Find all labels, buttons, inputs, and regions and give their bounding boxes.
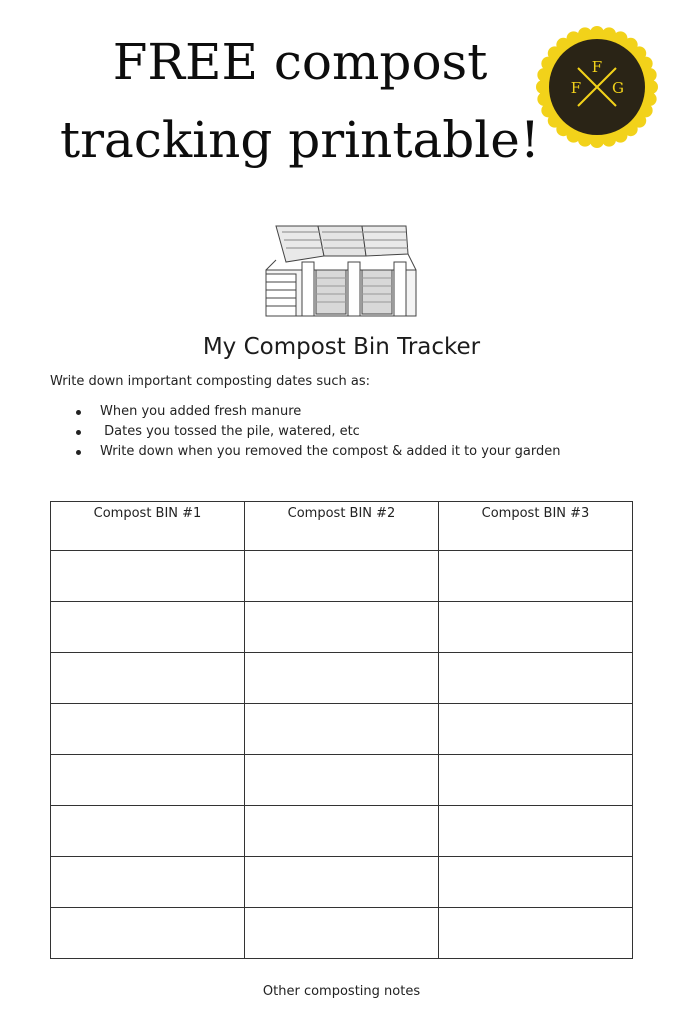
table-cell <box>51 755 245 806</box>
seal-letter-top: F <box>591 58 603 76</box>
table-cell <box>439 602 633 653</box>
table-cell <box>245 908 439 959</box>
ffg-seal-icon <box>536 26 658 148</box>
bullet-icon <box>76 410 81 415</box>
table-cell <box>245 755 439 806</box>
list-item <box>52 442 560 462</box>
table-cell <box>51 551 245 602</box>
table-row <box>51 602 633 653</box>
table-row <box>51 653 633 704</box>
tracker-title: My Compost Bin Tracker <box>202 334 481 360</box>
compost-bin-illustration <box>262 222 422 322</box>
table-row <box>51 806 633 857</box>
table-row <box>51 908 633 959</box>
table-cell <box>439 704 633 755</box>
bullet-icon <box>76 450 81 455</box>
table-cell <box>245 551 439 602</box>
compost-tracker-table <box>50 501 633 959</box>
table-cell <box>51 806 245 857</box>
tips-list <box>52 402 560 462</box>
list-item-text: Write down when you removed the compost & added it to your garden <box>100 444 561 459</box>
table-cell <box>439 857 633 908</box>
column-header-bin-2: Compost BIN #2 <box>245 502 439 551</box>
headline-line-2: tracking printable! <box>60 111 540 169</box>
table-cell <box>439 653 633 704</box>
table-cell <box>245 653 439 704</box>
table-cell <box>439 806 633 857</box>
list-item-text: When you added fresh manure <box>100 404 302 419</box>
headline-line-1: FREE compost <box>112 33 488 91</box>
bullet-icon <box>76 430 81 435</box>
intro-text: Write down important composting dates such as: <box>50 374 370 389</box>
column-header-bin-3: Compost BIN #3 <box>439 502 633 551</box>
list-item-text: Dates you tossed the pile, watered, etc <box>100 424 360 439</box>
seal-letter-left: F <box>570 79 582 97</box>
table-cell <box>51 653 245 704</box>
list-item <box>52 402 560 422</box>
seal-letter-right: G <box>612 79 624 97</box>
table-cell <box>245 704 439 755</box>
table-row <box>51 857 633 908</box>
table-row <box>51 551 633 602</box>
table-cell <box>51 908 245 959</box>
table-cell <box>245 602 439 653</box>
table-cell <box>439 755 633 806</box>
table-cell <box>439 551 633 602</box>
table-cell <box>51 602 245 653</box>
table-row <box>51 755 633 806</box>
tracker-table-body <box>51 551 633 959</box>
table-header-row <box>51 502 633 551</box>
table-cell <box>51 857 245 908</box>
other-notes-label: Other composting notes <box>262 984 421 999</box>
table-cell <box>245 857 439 908</box>
table-cell <box>245 806 439 857</box>
table-cell <box>439 908 633 959</box>
list-item <box>52 422 560 442</box>
table-cell <box>51 704 245 755</box>
table-row <box>51 704 633 755</box>
column-header-bin-1: Compost BIN #1 <box>51 502 245 551</box>
